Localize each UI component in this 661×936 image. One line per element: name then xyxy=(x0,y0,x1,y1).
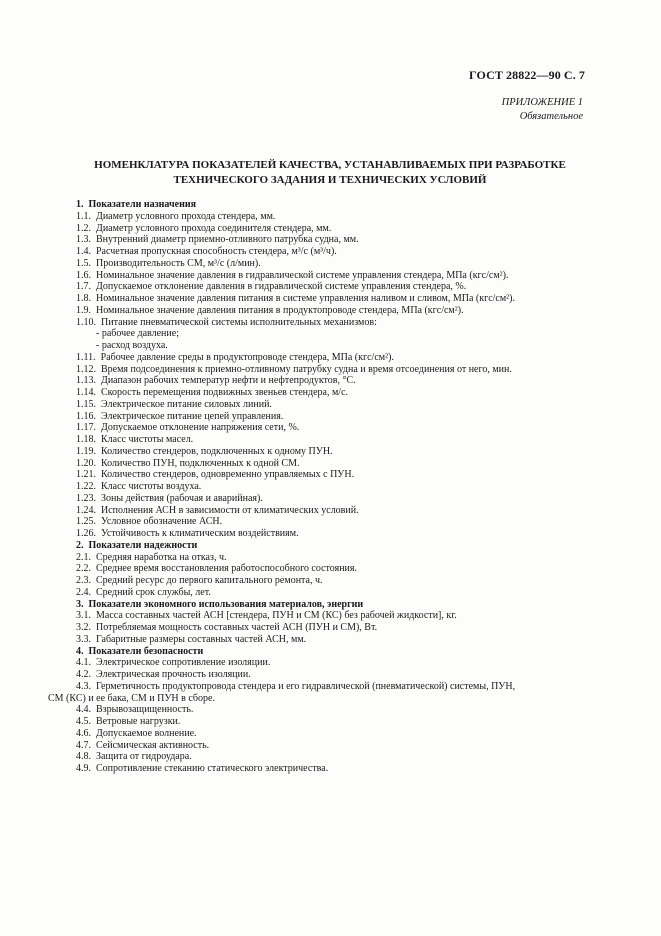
document-title xyxy=(60,158,600,188)
item-text: Допускаемое волнение. xyxy=(96,727,197,739)
item-number: 1.25. xyxy=(76,516,96,528)
item-number: 1.9. xyxy=(76,304,91,316)
item-text: Средняя наработка на отказ, ч. xyxy=(96,551,227,563)
list-item xyxy=(76,575,323,587)
list-item xyxy=(76,681,515,693)
list-item xyxy=(76,505,359,517)
title-line-2: ТЕХНИЧЕСКОГО ЗАДАНИЯ И ТЕХНИЧЕСКИХ УСЛОВИЙ xyxy=(173,174,487,186)
item-number: 1.19. xyxy=(76,445,96,457)
item-number: 4. xyxy=(76,645,84,657)
item-number: 1.12. xyxy=(76,363,96,375)
section-heading xyxy=(76,599,363,611)
list-item xyxy=(76,516,222,528)
item-number: 2. xyxy=(76,539,84,551)
item-number: 1.15. xyxy=(76,398,96,410)
list-item xyxy=(76,751,192,763)
item-text: Количество стендеров, одновременно управляемых с ПУН. xyxy=(101,469,355,481)
item-text: Средний ресурс до первого капитального ремонта, ч. xyxy=(96,575,323,586)
item-text: Герметичность продуктопровода стендера и его гидравлической (пневматической) системы, ПУН, xyxy=(96,680,516,692)
list-item xyxy=(76,469,354,481)
item-text: Номинальное значение давления питания в системе управления наливом и сливом, МПа (кгс/см²). xyxy=(96,293,516,304)
item-number: 1.22. xyxy=(76,481,96,492)
list-item xyxy=(76,211,275,223)
item-number: 2.2. xyxy=(76,563,91,575)
item-number: 4.4. xyxy=(76,704,91,716)
list-item xyxy=(76,281,466,293)
list-item xyxy=(96,328,179,340)
item-text: Рабочее давление среды в продуктопроводе стендера, МПа (кгс/см²). xyxy=(100,351,394,363)
list-item xyxy=(76,270,508,282)
item-text: Устойчивость к климатическим воздействиям. xyxy=(101,528,299,539)
item-text: Зоны действия (рабочая и аварийная). xyxy=(101,492,263,504)
list-item xyxy=(76,364,512,376)
list-item xyxy=(76,317,377,329)
list-item xyxy=(76,728,197,740)
list-item xyxy=(76,552,226,564)
item-text: Защита от гидроудара. xyxy=(96,751,192,763)
item-text: Класс чистоты масел. xyxy=(101,434,194,445)
item-text: Электрическое питание цепей управления. xyxy=(101,410,284,422)
item-number: 4.1. xyxy=(76,657,91,669)
list-item xyxy=(76,669,251,681)
annex-block xyxy=(502,96,583,124)
item-text: Средний срок службы, лет. xyxy=(96,586,211,598)
list-item xyxy=(48,693,215,705)
item-text: - рабочее давление; xyxy=(96,328,179,340)
item-number: 1.5. xyxy=(76,257,91,269)
item-number: 1.6. xyxy=(76,269,91,281)
item-text: Ветровые нагрузки. xyxy=(96,716,181,727)
list-item xyxy=(76,763,328,775)
list-item xyxy=(76,563,357,575)
item-text: Время подсоединения к приемно-отливному патрубку судна и время отсоединения от него, мин. xyxy=(101,363,512,375)
item-text: Производительность СМ, м³/с (л/мин). xyxy=(96,257,261,269)
page-header: ГОСТ 28822—90 С. 7 xyxy=(469,68,585,82)
item-number: 1.26. xyxy=(76,528,96,539)
item-text: Условное обозначение АСН. xyxy=(101,516,223,528)
list-item xyxy=(76,458,300,470)
item-text: Допускаемое отклонение напряжения сети, %. xyxy=(101,422,300,434)
list-item xyxy=(76,610,457,622)
list-item xyxy=(76,434,193,446)
list-item xyxy=(76,352,394,364)
list-item xyxy=(76,422,299,434)
item-text: Диапазон рабочих температур нефти и нефтепродуктов, °С. xyxy=(101,375,356,387)
item-number: 4.8. xyxy=(76,751,91,763)
list-item xyxy=(76,716,180,728)
item-text: Диаметр условного прохода соединителя стендера, мм. xyxy=(96,222,332,234)
item-number: 1.14. xyxy=(76,387,96,398)
item-text: Потребляемая мощность составных частей АСН (ПУН и СМ), Вт. xyxy=(96,622,378,633)
list-item xyxy=(76,446,333,458)
item-text: Среднее время восстановления работоспособного состояния. xyxy=(96,563,357,575)
item-number: 4.2. xyxy=(76,669,91,680)
item-text: Допускаемое отклонение давления в гидравлической системе управления стендера, %. xyxy=(96,281,467,293)
item-number: 4.7. xyxy=(76,739,91,751)
item-text: Расчетная пропускная способность стендера, м³/с (м³/ч). xyxy=(96,246,337,257)
item-text: Показатели назначения xyxy=(88,199,197,210)
title-line-1: НОМЕНКЛАТУРА ПОКАЗАТЕЛЕЙ КАЧЕСТВА, УСТАНАВЛИВАЕМЫХ ПРИ РАЗРАБОТКЕ xyxy=(94,159,566,171)
item-text: Электрическая прочность изоляции. xyxy=(96,669,251,680)
item-number: 4.6. xyxy=(76,727,91,739)
item-number: 2.1. xyxy=(76,551,91,563)
item-number: 1.21. xyxy=(76,469,96,481)
item-number: 2.4. xyxy=(76,586,91,598)
item-text: Сопротивление стеканию статического электричества. xyxy=(96,763,329,774)
item-text: Питание пневматической системы исполнительных механизмов: xyxy=(101,316,377,328)
item-number: 1.13. xyxy=(76,375,96,387)
item-text: Показатели надежности xyxy=(88,539,198,551)
item-number: 3.1. xyxy=(76,610,91,622)
item-text: Сейсмическая активность. xyxy=(96,739,210,751)
section-heading xyxy=(76,646,203,658)
list-item xyxy=(76,234,359,246)
list-item xyxy=(76,481,201,493)
item-text: - расход воздуха. xyxy=(96,340,168,351)
item-number: 1.16. xyxy=(76,410,96,422)
list-item xyxy=(76,399,272,411)
item-number: 1.4. xyxy=(76,246,91,257)
item-number: 1. xyxy=(76,199,84,210)
item-text: Взрывозащищенность. xyxy=(96,704,194,716)
item-text: Масса составных частей АСН [стендера, ПУН и СМ (КС) без рабочей жидкости], кг. xyxy=(96,610,457,622)
item-text: Количество стендеров, подключенных к одному ПУН. xyxy=(101,445,333,457)
list-item xyxy=(76,622,377,634)
list-item xyxy=(76,258,261,270)
item-text: Внутренний диаметр приемно-отливного патрубка судна, мм. xyxy=(96,234,359,246)
list-item xyxy=(76,293,515,305)
list-item xyxy=(76,657,270,669)
item-number: 1.10. xyxy=(76,316,96,328)
list-item xyxy=(96,340,168,352)
list-item xyxy=(76,493,263,505)
list-item xyxy=(76,246,337,258)
item-number: 1.3. xyxy=(76,234,91,246)
annex-status: Обязательное xyxy=(519,111,583,122)
item-number: 1.17. xyxy=(76,422,96,434)
item-number: 3.3. xyxy=(76,633,91,645)
item-text: Показатели экономного использования материалов, энергии xyxy=(88,598,364,610)
item-number: 1.23. xyxy=(76,492,96,504)
item-number: 4.5. xyxy=(76,716,91,727)
item-text: Электрическое сопротивление изоляции. xyxy=(96,657,271,669)
item-number: 1.7. xyxy=(76,281,91,293)
list-item xyxy=(76,587,211,599)
item-text: Номинальное значение давления питания в продуктопроводе стендера, МПа (кгс/см²). xyxy=(96,304,464,316)
item-number: 1.1. xyxy=(76,210,91,222)
list-item xyxy=(76,528,299,540)
item-text: Количество ПУН, подключенных к одной СМ. xyxy=(101,457,300,469)
list-item xyxy=(76,305,464,317)
item-number: 4.9. xyxy=(76,763,91,774)
list-item xyxy=(76,704,193,716)
item-text: Показатели безопасности xyxy=(88,645,204,657)
list-item xyxy=(76,411,283,423)
list-item xyxy=(76,634,306,646)
section-heading xyxy=(76,199,196,211)
item-number: 1.2. xyxy=(76,222,91,234)
item-text: Номинальное значение давления в гидравлической системе управления стендера, МПа (кгс/см²). xyxy=(96,269,509,281)
item-text: Габаритные размеры составных частей АСН, мм. xyxy=(96,633,307,645)
list-item xyxy=(76,740,209,752)
item-number: 1.24. xyxy=(76,504,96,516)
item-number: 3.2. xyxy=(76,622,91,633)
item-text: Класс чистоты воздуха. xyxy=(101,481,202,492)
item-number: 1.18. xyxy=(76,434,96,445)
item-text: Скорость перемещения подвижных звеньев стендера, м/с. xyxy=(101,387,349,398)
list-item xyxy=(76,375,356,387)
section-heading xyxy=(76,540,197,552)
item-number: 4.3. xyxy=(76,680,91,692)
item-text: Диаметр условного прохода стендера, мм. xyxy=(96,210,276,222)
list-item xyxy=(76,387,348,399)
item-number: 1.8. xyxy=(76,293,91,304)
item-number: 2.3. xyxy=(76,575,91,586)
item-text: Электрическое питание силовых линий. xyxy=(101,398,272,410)
item-text: Исполнения АСН в зависимости от климатических условий. xyxy=(101,504,359,516)
annex-label: ПРИЛОЖЕНИЕ 1 xyxy=(501,97,583,108)
item-number: 1.20. xyxy=(76,457,96,469)
list-item xyxy=(76,223,331,235)
item-text: СМ (КС) и ее бака, СМ и ПУН в сборе. xyxy=(48,692,215,704)
item-number: 3. xyxy=(76,598,84,610)
item-number: 1.11. xyxy=(76,351,96,363)
